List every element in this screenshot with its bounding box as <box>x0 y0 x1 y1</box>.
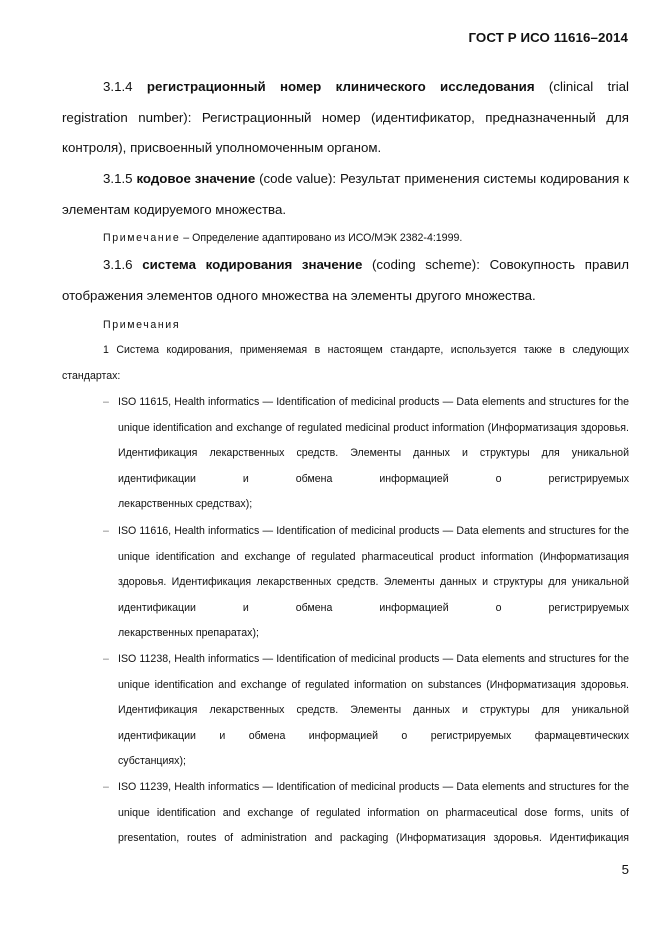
note-text: – Определение адаптировано из ИСО/МЭК 2382-4:1999. <box>180 232 463 244</box>
section-3-1-4 <box>62 72 629 164</box>
dash-marker: – <box>103 525 109 537</box>
list-item-tail: субстанциях); <box>118 755 186 767</box>
definition: (coding scheme): Совокупность правил отображения элементов одного множества на элементы другого множества. <box>62 257 629 303</box>
document-header: ГОСТ Р ИСО 11616–2014 <box>468 30 628 45</box>
term: кодовое значение <box>136 171 256 186</box>
dash-marker: – <box>103 781 109 793</box>
term: регистрационный номер клинического исследования <box>146 79 535 94</box>
dash-marker: – <box>103 653 109 665</box>
note-item-1: 1 Система кодирования, применяемая в настоящем стандарте, используется также в следующих стандартах: <box>62 344 629 382</box>
list-item-text: ISO 11239, Health informatics — Identification of medicinal products — Data elements and structures for the unique identification and exchange of regulated information on pharmaceutical dose forms, units of presentation, routes of administration and packaging (Информатизация здоровья. Идентификация <box>118 781 629 844</box>
list-item <box>103 390 629 518</box>
note-label: Примечание <box>103 232 181 244</box>
list-item <box>103 775 629 852</box>
term: система кодирования значение <box>142 257 363 272</box>
list-item <box>103 519 629 647</box>
section-number: 3.1.6 <box>103 257 133 272</box>
section-number: 3.1.5 <box>103 171 133 186</box>
list-item-text: ISO 11238, Health informatics — Identification of medicinal products — Data elements and structures for the unique identification and exchange of regulated information on substances (Информатизация здоровья. Идентификация лекарственных средств. Элементы данных и структуры для уникальной идентификации и обмена информацией о регистрируемых фармацевтических <box>118 653 629 742</box>
list-item <box>103 647 629 775</box>
page-number: 5 <box>621 862 629 877</box>
list-item-text: ISO 11615, Health informatics — Identification of medicinal products — Data elements and structures for the unique identification and exchange of regulated medicinal product information (Информатизация здоровья. Идентификация лекарственных средств. Элементы данных и структуры для уникальной идентификации и обмена информацией о регистрируемых <box>118 396 629 485</box>
section-3-1-6 <box>62 250 629 311</box>
section-3-1-5 <box>62 164 629 225</box>
dash-marker: – <box>103 396 109 408</box>
definition: (clinical trial registration number): Регистрационный номер (идентификатор, предназначенный для контроля), присвоенный уполномоченным органом. <box>62 79 630 156</box>
notes-label: Примечания <box>103 319 181 331</box>
note-definition-source <box>62 226 629 252</box>
section-number: 3.1.4 <box>103 79 133 94</box>
list-item-tail: лекарственных средствах); <box>118 498 253 510</box>
definition: (code value): Результат применения системы кодирования к элементам кодируемого множества. <box>62 171 629 217</box>
list-item-tail: лекарственных препаратах); <box>118 627 259 639</box>
list-item-text: ISO 11616, Health informatics — Identification of medicinal products — Data elements and structures for the unique identification and exchange of regulated pharmaceutical product information (Информатизация здоровья. Идентификация лекарственных средств. Элементы данных и структуры для уникальной идентификации и обмена информацией о регистрируемых <box>118 525 629 614</box>
